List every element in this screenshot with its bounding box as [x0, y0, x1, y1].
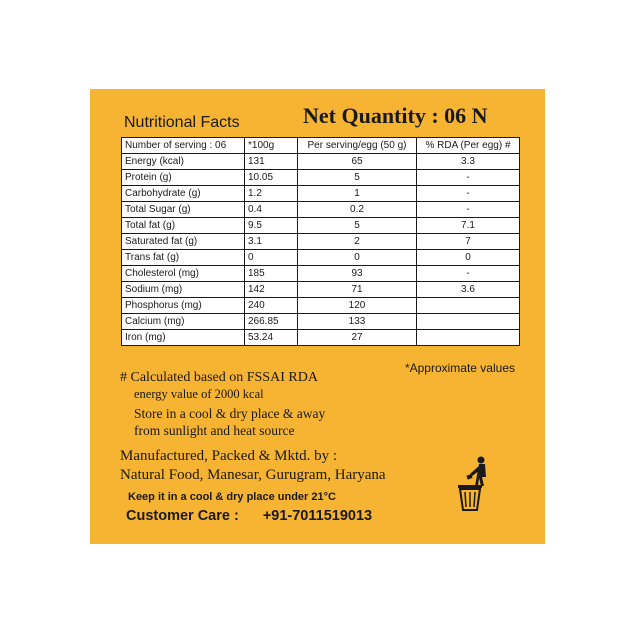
value-100g: 240 [245, 298, 298, 314]
nutrient-name: Carbohydrate (g) [122, 186, 245, 202]
nutrient-name: Protein (g) [122, 170, 245, 186]
value-100g: 131 [245, 154, 298, 170]
nutrient-name: Iron (mg) [122, 330, 245, 346]
net-quantity: Net Quantity : 06 N [303, 103, 488, 128]
value-rda [417, 330, 520, 346]
value-per-serving: 0 [298, 250, 417, 266]
customer-care-number: +91-7011519013 [262, 508, 373, 524]
customer-care [126, 508, 372, 524]
value-per-serving: 133 [298, 314, 417, 330]
manufacturer-line2: Natural Food, Manesar, Gurugram, Haryana [120, 467, 386, 483]
value-rda: - [417, 170, 520, 186]
table-row [122, 234, 520, 250]
value-per-serving: 2 [298, 234, 417, 250]
value-rda: 7.1 [417, 218, 520, 234]
value-per-serving: 93 [298, 266, 417, 282]
nutrient-name: Phosphorus (mg) [122, 298, 245, 314]
header-per-serving: Per serving/egg (50 g) [298, 138, 417, 154]
value-rda: - [417, 186, 520, 202]
label-panel [90, 89, 545, 544]
storage-line2: from sunlight and heat source [134, 423, 295, 438]
value-per-serving: 5 [298, 218, 417, 234]
value-100g: 0 [245, 250, 298, 266]
header-rda: % RDA (Per egg) # [417, 138, 520, 154]
table-row [122, 298, 520, 314]
value-rda: - [417, 202, 520, 218]
customer-care-label: Customer Care : [126, 508, 239, 524]
table-row [122, 330, 520, 346]
value-rda: 3.6 [417, 282, 520, 298]
litter-bin-icon [454, 455, 494, 511]
value-rda: 7 [417, 234, 520, 250]
value-per-serving: 0.2 [298, 202, 417, 218]
value-rda: - [417, 266, 520, 282]
value-rda: 0 [417, 250, 520, 266]
value-100g: 3.1 [245, 234, 298, 250]
nutrient-name: Total Sugar (g) [122, 202, 245, 218]
rda-note-line1: # Calculated based on FSSAI RDA [120, 370, 318, 385]
nutrient-name: Saturated fat (g) [122, 234, 245, 250]
keep-cool-note: Keep it in a cool & dry place under 21°C [128, 491, 336, 503]
table-row [122, 218, 520, 234]
value-100g: 10.05 [245, 170, 298, 186]
nutrition-title: Nutritional Facts [124, 114, 240, 131]
value-100g: 266.85 [245, 314, 298, 330]
table-row [122, 202, 520, 218]
nutrient-name: Cholesterol (mg) [122, 266, 245, 282]
table-row [122, 250, 520, 266]
nutrient-name: Energy (kcal) [122, 154, 245, 170]
table-row [122, 170, 520, 186]
approximate-note: *Approximate values [404, 361, 515, 375]
table-row [122, 186, 520, 202]
nutrient-name: Total fat (g) [122, 218, 245, 234]
value-per-serving: 71 [298, 282, 417, 298]
nutrient-name: Sodium (mg) [122, 282, 245, 298]
header-serving: Number of serving : 06 [122, 138, 245, 154]
table-row [122, 282, 520, 298]
value-100g: 9.5 [245, 218, 298, 234]
value-per-serving: 5 [298, 170, 417, 186]
nutrient-name: Trans fat (g) [122, 250, 245, 266]
nutrition-table [121, 137, 520, 346]
value-rda [417, 298, 520, 314]
rda-note-line2: energy value of 2000 kcal [134, 387, 264, 401]
value-100g: 142 [245, 282, 298, 298]
value-100g: 53.24 [245, 330, 298, 346]
storage-line1: Store in a cool & dry place & away [134, 406, 326, 421]
manufacturer-line1: Manufactured, Packed & Mktd. by : [120, 448, 338, 464]
value-per-serving: 120 [298, 298, 417, 314]
table-row [122, 266, 520, 282]
nutrient-name: Calcium (mg) [122, 314, 245, 330]
value-100g: 1.2 [245, 186, 298, 202]
header-per-100g: *100g [245, 138, 298, 154]
value-100g: 185 [245, 266, 298, 282]
value-per-serving: 1 [298, 186, 417, 202]
value-100g: 0.4 [245, 202, 298, 218]
value-rda: 3.3 [417, 154, 520, 170]
value-per-serving: 27 [298, 330, 417, 346]
value-per-serving: 65 [298, 154, 417, 170]
value-rda [417, 314, 520, 330]
table-header-row [122, 138, 520, 154]
table-row [122, 314, 520, 330]
table-row [122, 154, 520, 170]
